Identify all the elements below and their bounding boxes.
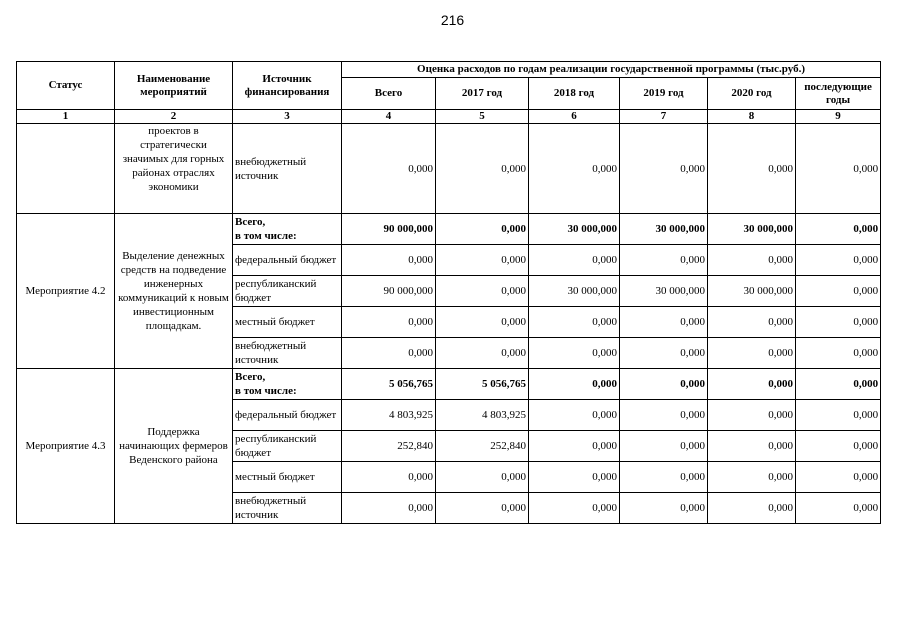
- value-cell: 90 000,000: [342, 276, 436, 307]
- value-cell: 0,000: [436, 245, 529, 276]
- column-numbers-row: [17, 110, 881, 124]
- activity-status: Мероприятие 4.3: [17, 369, 115, 524]
- value-cell: 0,000: [796, 493, 881, 524]
- value-cell: 0,000: [436, 214, 529, 245]
- value-cell: 252,840: [342, 431, 436, 462]
- value-cell: 0,000: [529, 431, 620, 462]
- value-cell: 0,000: [796, 307, 881, 338]
- activity-name: Выделение денежных средств на подведение инженерных коммуникаций к новым инвестиционным площадкам.: [115, 214, 233, 369]
- value-cell: 0,000: [796, 276, 881, 307]
- value-cell: 0,000: [620, 400, 708, 431]
- value-cell: 0,000: [796, 431, 881, 462]
- value-cell: 0,000: [342, 245, 436, 276]
- value-cell: 0,000: [708, 400, 796, 431]
- activity-status: Мероприятие 4.2: [17, 214, 115, 369]
- header-total: Всего: [342, 78, 436, 110]
- funding-source: внебюджетный источник: [233, 493, 342, 524]
- col-number: 1: [17, 110, 115, 124]
- funding-source: местный бюджет: [233, 462, 342, 493]
- header-estimate: Оценка расходов по годам реализации государственной программы (тыс.руб.): [342, 62, 881, 78]
- header-later: последующие годы: [796, 78, 881, 110]
- funding-source: внебюджетный источник: [233, 124, 342, 214]
- activity-name: проектов в стратегически значимых для горных районах отраслях экономики: [115, 124, 233, 214]
- value-cell: 0,000: [708, 245, 796, 276]
- value-cell: 252,840: [436, 431, 529, 462]
- table-row: [17, 124, 881, 214]
- value-cell: 0,000: [708, 462, 796, 493]
- value-cell: 0,000: [620, 338, 708, 369]
- value-cell: 0,000: [436, 493, 529, 524]
- value-cell: 0,000: [620, 245, 708, 276]
- funding-source: внебюджетный источник: [233, 338, 342, 369]
- value-cell: 0,000: [436, 338, 529, 369]
- value-cell: 0,000: [708, 493, 796, 524]
- value-cell: 0,000: [342, 124, 436, 214]
- col-number: 4: [342, 110, 436, 124]
- col-number: 7: [620, 110, 708, 124]
- value-cell: 4 803,925: [436, 400, 529, 431]
- value-cell: 0,000: [342, 338, 436, 369]
- header-status: Статус: [17, 62, 115, 110]
- value-cell: 0,000: [796, 369, 881, 400]
- activity-name: Поддержка начинающих фермеров Веденского района: [115, 369, 233, 524]
- funding-source: федеральный бюджет: [233, 245, 342, 276]
- value-cell: 0,000: [529, 400, 620, 431]
- value-cell: 0,000: [620, 493, 708, 524]
- header-2020: 2020 год: [708, 78, 796, 110]
- funding-source: федеральный бюджет: [233, 400, 342, 431]
- value-cell: 0,000: [796, 124, 881, 214]
- value-cell: 0,000: [708, 369, 796, 400]
- value-cell: 0,000: [796, 400, 881, 431]
- col-number: 9: [796, 110, 881, 124]
- value-cell: 30 000,000: [708, 276, 796, 307]
- table-row: [17, 214, 881, 245]
- col-number: 2: [115, 110, 233, 124]
- value-cell: 0,000: [620, 307, 708, 338]
- header-2018: 2018 год: [529, 78, 620, 110]
- value-cell: 0,000: [796, 462, 881, 493]
- value-cell: 0,000: [796, 214, 881, 245]
- value-cell: 0,000: [708, 338, 796, 369]
- value-cell: 0,000: [620, 369, 708, 400]
- funding-source: республиканский бюджет: [233, 276, 342, 307]
- value-cell: 0,000: [436, 462, 529, 493]
- header-source: Источник финансирования: [233, 62, 342, 110]
- header-2017: 2017 год: [436, 78, 529, 110]
- col-number: 8: [708, 110, 796, 124]
- table-row: [17, 369, 881, 400]
- value-cell: 30 000,000: [620, 214, 708, 245]
- value-cell: 90 000,000: [342, 214, 436, 245]
- funding-source: Всего, в том числе:: [233, 369, 342, 400]
- value-cell: 0,000: [796, 338, 881, 369]
- value-cell: 0,000: [529, 124, 620, 214]
- value-cell: 30 000,000: [529, 214, 620, 245]
- value-cell: 0,000: [620, 124, 708, 214]
- value-cell: 0,000: [620, 462, 708, 493]
- value-cell: 0,000: [436, 124, 529, 214]
- value-cell: 0,000: [529, 369, 620, 400]
- col-number: 6: [529, 110, 620, 124]
- value-cell: 30 000,000: [529, 276, 620, 307]
- value-cell: 0,000: [708, 307, 796, 338]
- value-cell: 0,000: [708, 431, 796, 462]
- funding-source: местный бюджет: [233, 307, 342, 338]
- col-number: 5: [436, 110, 529, 124]
- value-cell: 0,000: [708, 124, 796, 214]
- value-cell: 0,000: [529, 462, 620, 493]
- value-cell: 0,000: [342, 307, 436, 338]
- page-number: 216: [440, 12, 465, 28]
- value-cell: 30 000,000: [708, 214, 796, 245]
- value-cell: 0,000: [529, 245, 620, 276]
- value-cell: 0,000: [342, 493, 436, 524]
- value-cell: 0,000: [342, 462, 436, 493]
- value-cell: 0,000: [529, 338, 620, 369]
- expenses-table: [16, 61, 881, 524]
- funding-source: Всего, в том числе:: [233, 214, 342, 245]
- value-cell: 0,000: [436, 276, 529, 307]
- value-cell: 5 056,765: [436, 369, 529, 400]
- col-number: 3: [233, 110, 342, 124]
- value-cell: 0,000: [620, 431, 708, 462]
- value-cell: 0,000: [436, 307, 529, 338]
- funding-source: республиканский бюджет: [233, 431, 342, 462]
- value-cell: 4 803,925: [342, 400, 436, 431]
- header-2019: 2019 год: [620, 78, 708, 110]
- header-name: Наименование мероприятий: [115, 62, 233, 110]
- value-cell: 0,000: [529, 307, 620, 338]
- value-cell: 0,000: [796, 245, 881, 276]
- value-cell: 5 056,765: [342, 369, 436, 400]
- value-cell: 30 000,000: [620, 276, 708, 307]
- status-cell: [17, 124, 115, 214]
- value-cell: 0,000: [529, 493, 620, 524]
